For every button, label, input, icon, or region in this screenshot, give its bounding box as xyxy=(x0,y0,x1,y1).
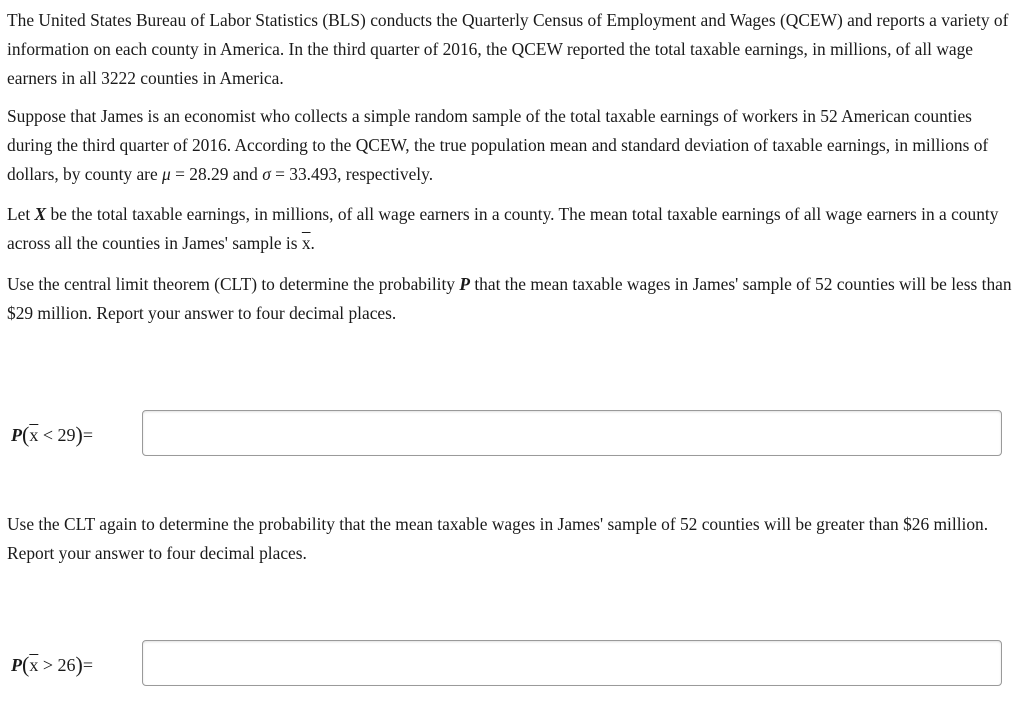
intro-paragraph xyxy=(7,6,1019,93)
question2-answer-input[interactable] xyxy=(142,640,1002,686)
question1-label: $P(\overline{x} < 29)=$ xyxy=(11,422,93,447)
scenario-text: Suppose that James is an economist who collects a simple random sample of the total taxable earnings of workers in 52 American counties during the third quarter of 2016. According to the QCEW, the true population mean and standard deviation of taxable earnings, in millions of dollars, by county are xyxy=(7,106,989,184)
definition-text-mid: be the total taxable earnings, in millions, of all wage earners in a county. The mean total taxable earnings of all wage earners in a county across all the counties in James' sample is xyxy=(7,204,999,253)
definition-paragraph xyxy=(7,200,1019,258)
question2-prompt xyxy=(7,510,1019,568)
sigma-symbol: σ xyxy=(262,164,271,184)
question1-answer-row xyxy=(0,410,1024,458)
definition-text-start: Let xyxy=(7,204,35,224)
question1-text-start: Use the central limit theorem (CLT) to determine the probability xyxy=(7,274,460,294)
question2-text: Use the CLT again to determine the probability that the mean taxable wages in James' sample of 52 counties will be greater than $26 million. Report your answer to four decimal places. xyxy=(7,514,989,563)
scenario-paragraph xyxy=(7,102,1019,189)
intro-text: The United States Bureau of Labor Statistics (BLS) conducts the Quarterly Census of Employment and Wages (QCEW) and reports a variety of information on each county in America. In the third quarter of 2016, the QCEW reported the total taxable earnings, in millions, of all wage earners in all 3222 counties in America. xyxy=(7,10,1009,88)
sample-mean-symbol: $\overline{x}$ xyxy=(301,233,311,253)
question2-label: $P(\overline{x} > 26)=$ xyxy=(11,652,93,677)
mu-value-text: = 28.29 and xyxy=(170,164,263,184)
variable-x: X xyxy=(34,204,47,224)
question1-text-end: that the mean taxable wages in James' sample of 52 counties will be less than $29 million. Report your answer to four decimal places. xyxy=(7,274,1012,323)
question1-answer-input[interactable] xyxy=(142,410,1002,456)
question2-answer-row xyxy=(0,640,1024,688)
variable-p: P xyxy=(459,274,470,294)
definition-text-end: . xyxy=(310,233,315,253)
sigma-value-text: = 33.493, respectively. xyxy=(270,164,434,184)
question1-prompt xyxy=(7,270,1019,328)
mu-symbol: μ xyxy=(162,164,171,184)
